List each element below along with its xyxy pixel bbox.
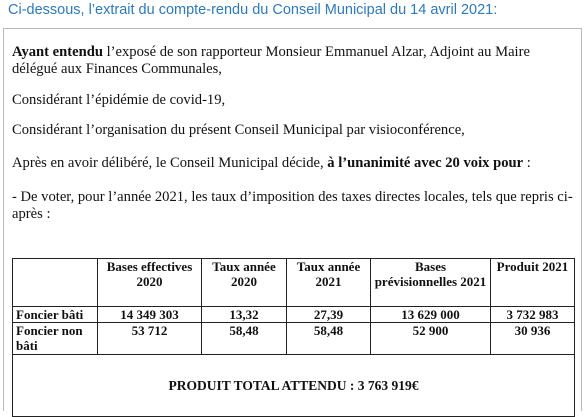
decision-colon: : [523,155,531,171]
paragraph-heard-body: l’exposé de son rapporteur Monsieur Emmanuel Alzar, Adjoint au Maire délégué aux Finances Communales, [12,44,530,77]
header-produit-2021: Produit 2021 [491,259,575,307]
header-taux-2021: Taux année 2021 [287,259,371,307]
paragraph-decision [12,155,576,172]
table-cell: 52 900 [371,323,491,355]
decision-unanimity: à l’unanimité avec 20 voix pour [327,155,524,171]
table-cell: 53 712 [98,323,202,355]
page-caption: Ci-dessous, l’extrait du compte-rendu du Conseil Municipal du 14 avril 2021: [8,2,498,18]
table-row [13,323,575,355]
paragraph-heard [12,44,576,78]
table-cell: 58,48 [287,323,371,355]
tax-rates-table [12,258,575,417]
table-cell: 27,39 [287,307,371,323]
paragraph-vote: - De voter, pour l’année 2021, les taux d’imposition des taxes directes locales, tels que repris ci-après : [12,189,573,222]
table-total-row [13,355,575,417]
header-empty [13,259,98,307]
table-cell: 30 936 [491,323,575,355]
header-bases-previsionnelles: Bases prévisionnelles 2021 [371,259,491,307]
total-expected-product: PRODUIT TOTAL ATTENDU : 3 763 919€ [13,355,575,417]
row-label: Foncier non bâti [13,323,98,355]
decision-intro: Après en avoir délibéré, le Conseil Municipal décide, [12,155,328,171]
table-row [13,307,575,323]
table-header-row [13,259,575,307]
table-cell: 13 629 000 [371,307,491,323]
row-label: Foncier bâti [13,307,98,323]
paragraph-covid: Considérant l’épidémie de covid-19, [12,92,226,108]
table-cell: 3 732 983 [491,307,575,323]
paragraph-videoconference: Considérant l’organisation du présent Conseil Municipal par visioconférence, [12,122,465,138]
table-cell: 58,48 [202,323,287,355]
paragraph-heard-lead: Ayant entendu [12,44,103,60]
table-cell: 13,32 [202,307,287,323]
table-cell: 14 349 303 [98,307,202,323]
header-taux-2020: Taux année 2020 [202,259,287,307]
header-bases-2020: Bases effectives 2020 [98,259,202,307]
